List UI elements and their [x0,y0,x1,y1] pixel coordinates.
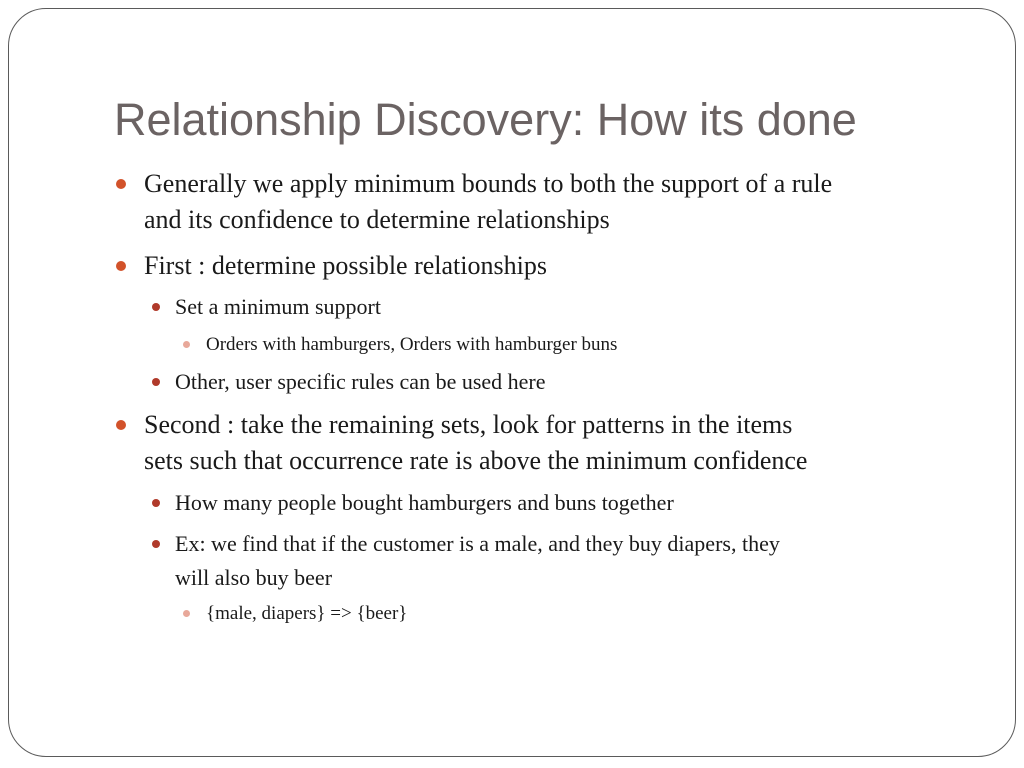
bullet-text-line: Ex: we find that if the customer is a male, and they buy diapers, they [175,531,780,556]
bullet-text-line: and its confidence to determine relationships [144,205,610,234]
sub-bullet-item [175,486,674,520]
sub-sub-bullet-item [206,600,407,628]
sub-sub-bullet-dot-icon [183,341,190,348]
sub-bullet-dot-icon [152,499,160,507]
sub-bullet-item [175,365,546,399]
sub-bullet-dot-icon [152,378,160,386]
sub-bullet-dot-icon [152,540,160,548]
bullet-text-line: First : determine possible relationships [144,251,547,280]
bullet-text-line: How many people bought hamburgers and buns together [175,490,674,515]
sub-bullet-item [175,527,780,595]
bullet-item [144,166,832,238]
bullet-text-line: Second : take the remaining sets, look for patterns in the items [144,410,793,439]
sub-sub-bullet-item [206,331,617,359]
bullet-text-line: Other, user specific rules can be used here [175,369,546,394]
sub-sub-bullet-dot-icon [183,610,190,617]
bullet-text-line: {male, diapers} => {beer} [206,603,408,624]
sub-bullet-item [175,290,381,324]
bullet-dot-icon [116,420,126,430]
bullet-text-line: Set a minimum support [175,294,381,319]
bullet-text-line: sets such that occurrence rate is above the minimum confidence [144,446,808,475]
bullet-item [144,248,547,284]
slide-title: Relationship Discovery: How its done [114,94,857,145]
bullet-dot-icon [116,261,126,271]
bullet-text-line: will also buy beer [175,565,333,590]
bullet-item [144,407,807,479]
sub-bullet-dot-icon [152,303,160,311]
bullet-text-line: Generally we apply minimum bounds to both the support of a rule [144,169,833,198]
bullet-text-line: Orders with hamburgers, Orders with hamburger buns [206,334,618,355]
bullet-dot-icon [116,179,126,189]
